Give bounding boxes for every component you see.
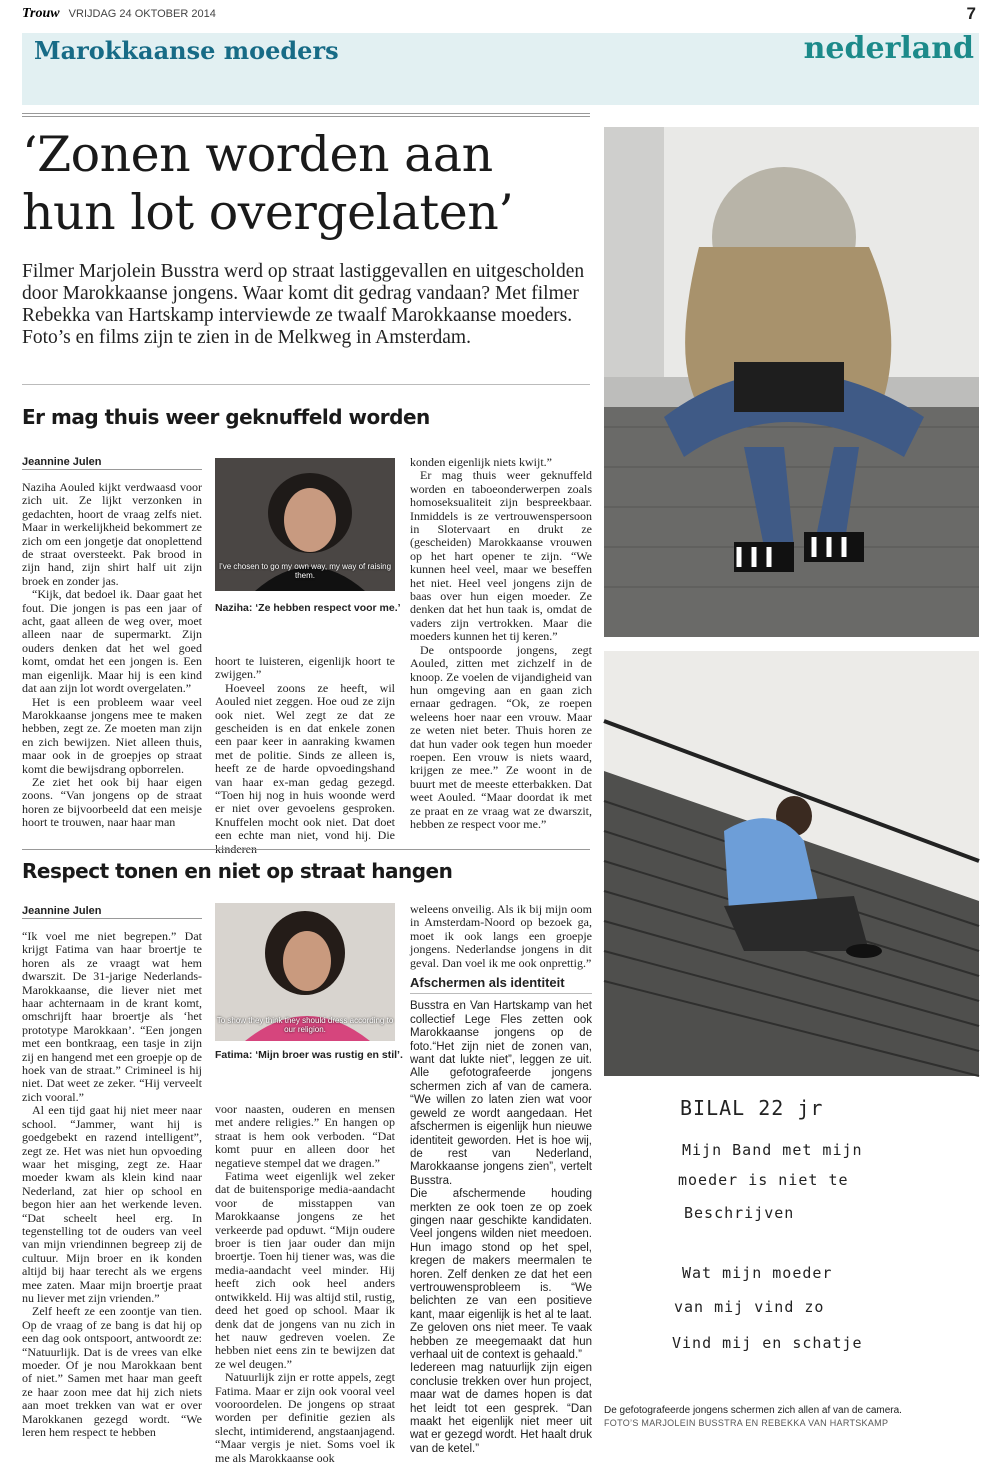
- article2-column-3: [410, 903, 592, 1456]
- article1-author: Jeannine Julen: [22, 456, 202, 470]
- video-subtitle: I've chosen to go my own way, my way of raising them.: [218, 562, 392, 580]
- article1-column-2: [215, 655, 395, 856]
- article2-subhead: Respect tonen en niet op straat hangen: [22, 859, 453, 883]
- paragraph: Naziha Aouled kijkt verdwaasd voor zich uit. Ze lijkt verzonken in gedachten, hoort de vraag zelfs niet. Maar in werkelijkheid bekommert ze zich om een jongetje dat onoplettend de straat oversteekt. Pak brood in zijn hand, zijn shirt half uit zijn broek en zonder jas.: [22, 480, 202, 588]
- photo-caption-block: [604, 1404, 984, 1430]
- note-line: BILAL 22 jr: [680, 1096, 824, 1120]
- paragraph: hoort te luisteren, eigenlijk hoort te zwijgen.”: [215, 654, 395, 682]
- issue-date: VRIJDAG 24 OKTOBER 2014: [68, 8, 216, 20]
- article1-column-3: [410, 456, 592, 831]
- paragraph: konden eigenlijk niets kwijt.”: [410, 455, 552, 469]
- paragraph: Fatima weet eigenlijk wel zeker dat de buitensporige media-aandacht voor de misstappen van Marokkaanse jongens ze het verkeerde pad opduwt. “Mijn oudere broer is tien jaar ouder dan mijn broertje. Toen hij tiener was, was die media-aandacht veel minder. Hij heeft zich ook heel anders ontwikkeld. Hij was altijd stil, rustig, deed het goed op school. Maar ik denk dat de jongens van nu zich in het nauw gedreven voelen. Ze hebben niet eens zin te bewijzen dat ze wel deugen.”: [215, 1169, 395, 1371]
- hooded-youth-photo: [604, 127, 979, 637]
- sidebar-heading: Afschermen als identiteit: [410, 976, 592, 994]
- paragraph: Busstra en Van Hartskamp van het collectief Lege Fles zetten ook Marokkaanse jongens op de foto.“Het zijn niet de zonen van, want dat lukte niet”, leggen ze uit. Alle gefotografeerde jongens schermen zich af van de camera. “We willen zo laten zien wat voor geweld ze wordt aangedaan. Het afschermen is eigenlijk hun nieuwe identiteit geworden. Het is hoe wij, de rest van Nederland, Marokkaanse jongens zien”, vertelt Busstra.: [410, 1000, 592, 1187]
- photo-caption: De gefotografeerde jongens schermen zich allen af van de camera.: [604, 1405, 902, 1416]
- fatima-video-still: [215, 903, 395, 1041]
- paragraph: Iedereen mag natuurlijk zijn eigen conclusie trekken over hun project, maar wat de dames hopen is dat het leidt tot een gesprek. “Dan maakt het eigenlijk niet meer uit wat er gezegd wordt. Het haalt druk van de ketel.”: [410, 1362, 592, 1455]
- sidebar-text: [410, 1000, 592, 1456]
- photo-credit: FOTO’S MARJOLEIN BUSSTRA EN REBEKKA VAN HARTSKAMP: [604, 1418, 889, 1428]
- divider: [22, 849, 590, 850]
- page-number: 7: [966, 4, 976, 23]
- category-label: nederland: [803, 31, 974, 66]
- video-subtitle: To show they think they should dress according to our religion.: [216, 1016, 394, 1034]
- photo-caption: Fatima: ‘Mijn broer was rustig en stil’.: [215, 1049, 403, 1061]
- masthead-line: [22, 6, 216, 22]
- divider: [22, 113, 590, 117]
- paragraph: weleens onveilig. Als ik bij mijn oom in Amsterdam-Noord op bezoek ga, moet ik ook langs een groepje jongens. Nederlandse jongens in dit geval. Dan voel ik me ook onprettig.”: [410, 902, 592, 970]
- article2-column-1: [22, 930, 202, 1439]
- stairs-youth-photo: [604, 651, 979, 1076]
- section-title: Marokkaanse moeders: [34, 36, 339, 65]
- paragraph: De ontspoorde jongens, zegt Aouled, zitten met zichzelf in de knoop. Ze voelen de vijandigheid van hun omgeving aan en gaan zich ernaar gedragen. “Ok, ze roepen weleens hoer naar een vrouw. Maar ze weten niet beter. Thuis horen ze dat hun vader ook tegen hun moeder roepen. Een vrouw is niets waard, krijgen ze mee.” Ze woont in de buurt met de meeste etterbakken. Dat weet Aouled. “Maar doordat ik met ze praat en ze vraag wat ze dwarszit, hebben ze respect voor me.”: [410, 642, 592, 831]
- paragraph: Die afschermende houding merkten ze ook toen ze op zoek gingen naar geschikte kandidaten. Veel jongens wilden niet meedoen. Hun imago stond op het spel, kregen de makers meermalen te horen. Zelf denken ze dat het een vertrouwensprobleem is. “We belichten ze van een positieve kant, maar eigenlijk is het al te laat. Ze geloven ons niet meer. Te vaak hebben ze meegemaakt dat hun verhaal uit de context is gehaald.”: [410, 1188, 592, 1361]
- headline: ‘Zonen worden aan hun lot overgelaten’: [22, 126, 514, 241]
- paragraph: Al een tijd gaat hij niet meer naar school. “Jammer, want hij is goedgebekt en razend intelligent”, zegt ze. Het was niet hun opvoeding waar het misging, zegt ze. Haar moeder kwam als klein kind naar Nederland, zat hier op school en begon hier aan het werkende leven. “Dat scheelt heel erg. In tegenstelling tot de ouders van veel van mijn vriendinnen begreep zij de cultuur. Mijn broer en ik konden altijd bij haar terecht als we ergens mee zaten. Maar mijn broertje praat nu liever met zijn vrienden.”: [22, 1103, 202, 1305]
- article1-subhead: Er mag thuis weer geknuffeld worden: [22, 405, 430, 429]
- paragraph: “Ik voel me niet begrepen.” Dat krijgt Fatima van haar broertje te horen als ze vraagt wat hem dwarszit. De 31-jarige Nederlands-Marokkaanse, die liever niet met haar achternaam in de krant komt, omschrijft haar broertje als ‘het prototype Marokkaan’. “Een jongen met een bontkraag, een tasje in zijn zij en hangend met een groepje op de hoek van de straat.” Crimineel is hij niet. Dat weet ze zeker. “Hij verveelt zich vooral.”: [22, 929, 202, 1104]
- intro: Filmer Marjolein Busstra werd op straat lastiggevallen en uitgescholden door Marokkaanse jongens. Waar komt dit gedrag vandaan? Met filmer Rebekka van Hartskamp interviewde ze twaalf Marokkaanse moeders. Foto’s en films zijn te zien in de Melkweg in Amsterdam.: [22, 261, 585, 348]
- newspaper-logo: Trouw: [22, 6, 60, 21]
- paragraph: Hoeveel zoons ze heeft, wil Aouled niet zeggen. Hoe oud ze zijn ook niet. Wel zegt ze dat ze gescheiden is en dat enkele zonen een paar keer in aanraking kwamen met de politie. Sinds ze alleen is, heeft ze de harde opvoedingshand van haar ex-man gedag gezegd. “Toen hij nog in huis woonde werd er niet over gevoelens gesproken. Knuffelen mocht ook niet. Dat doet een echte man niet, vond hij. Die kinderen: [215, 680, 395, 856]
- note-line: van mij vind zo: [674, 1298, 825, 1316]
- paragraph: Het is een probleem waar veel Marokkaanse jongens mee te maken hebben, zegt ze. Ze moeten man zijn en zich bewijzen. Niet alleen thuis, maar ook in de groepjes op straat komt die bewijsdrang opborrelen.: [22, 694, 202, 776]
- paragraph: Zelf heeft ze een zoontje van tien. Op de vraag of ze bang is dat hij op een dag ook ontspoort, antwoordt ze: “Natuurlijk. Dat is de vrees van elke moeder. Of je nou Marokkaan bent of niet.” Samen met haar man geeft ze haar zoon mee dat hij zich niets aan moet trekken van wat er over Marokkanen gezegd wordt. “We leren hem respect te hebben: [22, 1304, 202, 1440]
- divider: [22, 384, 590, 385]
- photo-caption: Naziha: ‘Ze hebben respect voor me.’: [215, 602, 401, 614]
- naziha-video-still: [215, 458, 395, 591]
- paragraph: voor naasten, ouderen en mensen met andere religies.” En hangen op straat is hem ook verboden. “Dat komt puur en alleen door het negatieve stempel dat we dragen.”: [215, 1102, 395, 1170]
- note-line: Wat mijn moeder: [682, 1264, 833, 1282]
- paragraph: Er mag thuis weer geknuffeld worden en taboeonderwerpen zoals homoseksualiteit zijn bespreekbaar. Inmiddels is ze vertrouwenspersoon in Slotervaart en drukt ze (gescheiden) Marokkaanse vrouwen op het hart opener te zijn. “We kunnen heel veel, maar we beseffen het niet. Heel veel jongens zijn de baas over hun eigen moeder. Ze denken dat het hun taak is, omdat de vaders zijn vertrokken. Maar die moeders kunnen het tij keren.”: [410, 468, 592, 644]
- paragraph: Ze ziet het ook bij haar eigen zoons. “Van jongens op de straat horen ze bijvoorbeeld dat een meisje hoort te trouwen, naar haar man: [22, 774, 202, 830]
- paragraph: Natuurlijk zijn er rotte appels, zegt Fatima. Maar er zijn ook vooral veel vooroordelen. De jongens op straat worden per definitie gezien als slecht, intimiderend, angstaanjagend. “Maar vergis je niet. Soms voel ik me als Marokkaanse ook: [215, 1370, 395, 1465]
- paragraph: “Kijk, dat bedoel ik. Daar gaat het fout. Die jongen is pas een jaar of acht, gaat alleen de weg over, moet alleen naar de supermarkt. Zijn ouders denken dat het wel goed komt, omdat het een jongen is. Een man eigenlijk. Maar hij is een kind dat aan zijn lot wordt overgelaten.”: [22, 587, 202, 696]
- note-line: Mijn Band met mijn: [682, 1141, 863, 1159]
- article2-author: Jeannine Julen: [22, 905, 202, 919]
- note-line: moeder is niet te: [678, 1171, 849, 1189]
- article1-column-1: [22, 481, 202, 830]
- note-line: Vind mij en schatje: [672, 1334, 863, 1352]
- article2-column-2: [215, 1103, 395, 1465]
- handwritten-note: [660, 1086, 922, 1389]
- note-line: Beschrijven: [684, 1204, 795, 1222]
